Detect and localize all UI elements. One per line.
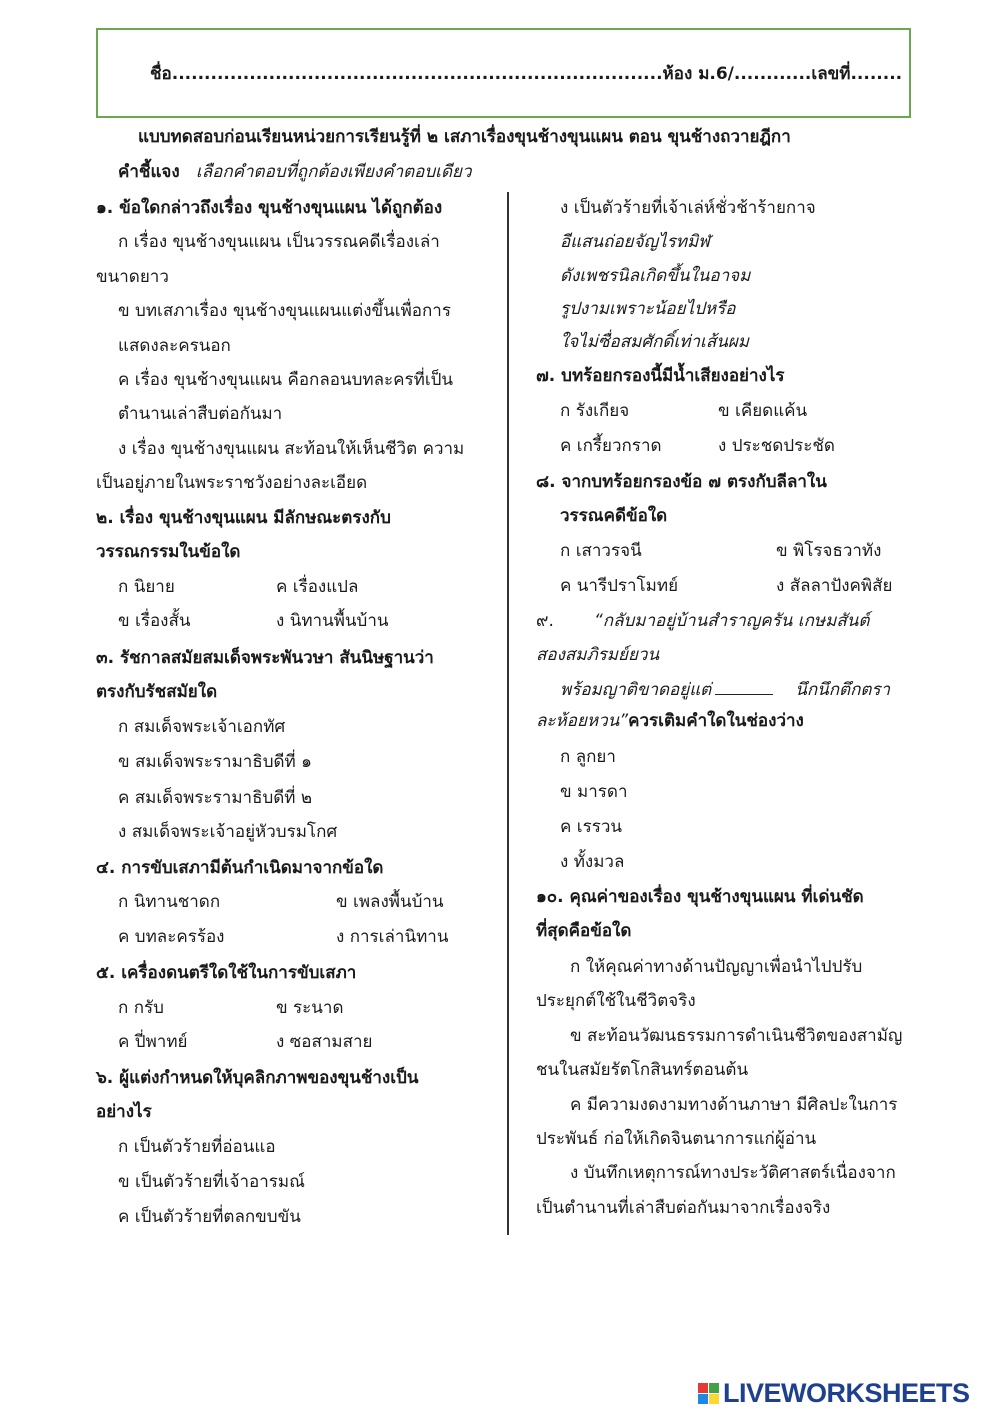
q8-stem: ๘. จากบทร้อยกรองข้อ ๗ ตรงกับลีลาใน — [536, 472, 827, 492]
q9-option-d[interactable]: ง ทั้งมวล — [560, 852, 625, 872]
q6-option-c[interactable]: ค เป็นตัวร้ายที่ตลกขบขัน — [118, 1207, 301, 1227]
name-class-number-line: ชื่อ............................................................................ห้อง ม.6/............เลขที่........ — [150, 64, 903, 84]
q5-stem: ๕. เครื่องดนตรีใดใช้ในการขับเสภา — [96, 963, 357, 983]
q5-option-c[interactable]: ค ปี่พาทย์ — [118, 1032, 188, 1052]
q1-option-c-cont: ตำนานเล่าสืบต่อกันมา — [118, 404, 283, 424]
q9-poem-line-1: “กลับมาอยู่บ้านสำราญครัน เกษมสันต์ — [594, 611, 870, 631]
q9-option-c[interactable]: ค เรรวน — [560, 817, 623, 837]
q1-option-b[interactable]: ข บทเสภาเรื่อง ขุนช้างขุนแผนแต่งขึ้นเพื่อการ — [118, 301, 451, 321]
q1-option-b-cont: แสดงละครนอก — [118, 336, 231, 356]
q9-poem-line-3-start: พร้อมญาติขาดอยู่แต่ — [560, 680, 712, 700]
logo-text: LIVEWORKSHEETS — [723, 1377, 970, 1408]
q3-option-d[interactable]: ง สมเด็จพระเจ้าอยู่หัวบรมโกศ — [118, 822, 338, 842]
q3-option-a[interactable]: ก สมเด็จพระเจ้าเอกทัศ — [118, 717, 286, 737]
instruction — [118, 160, 472, 184]
q2-option-d[interactable]: ง นิทานพื้นบ้าน — [276, 611, 389, 631]
q2-option-c[interactable]: ค เรื่องแปล — [276, 577, 359, 597]
poem-line-4: ใจไม่ซื่อสมศักดิ์เท่าเส้นผม — [560, 332, 750, 352]
q7-option-c[interactable]: ค เกรี้ยวกราด — [560, 436, 662, 456]
q10-stem-cont: ที่สุดคือข้อใด — [536, 921, 632, 941]
q1-option-d-cont: เป็นอยู่ภายในพระราชวังอย่างละเอียด — [96, 473, 368, 493]
q1-option-d[interactable]: ง เรื่อง ขุนช้างขุนแผน สะท้อนให้เห็นชีวิต ความ — [118, 439, 465, 459]
q10-option-d[interactable]: ง บันทึกเหตุการณ์ทางประวัติศาสตร์เนื่องจาก — [570, 1163, 896, 1183]
q2-option-a[interactable]: ก นิยาย — [118, 577, 175, 597]
q2-stem: ๒. เรื่อง ขุนช้างขุนแผน มีลักษณะตรงกับ — [96, 508, 391, 528]
fill-in-blank[interactable] — [715, 678, 773, 695]
q7-option-d[interactable]: ง ประชดประชัด — [718, 436, 835, 456]
q7-stem: ๗. บทร้อยกรองนี้มีน้ำเสียงอย่างไร — [536, 366, 785, 386]
q4-stem: ๔. การขับเสภามีต้นกำเนิดมาจากข้อใด — [96, 858, 384, 878]
q3-stem: ๓. รัชกาลสมัยสมเด็จพระพันวษา สันนิษฐานว่า — [96, 648, 434, 668]
liveworksheets-logo[interactable] — [698, 1378, 970, 1408]
q4-option-b[interactable]: ข เพลงพื้นบ้าน — [336, 892, 444, 912]
q9-option-b[interactable]: ข มารดา — [560, 782, 628, 802]
q7-option-a[interactable]: ก รังเกียจ — [560, 401, 630, 421]
q6-option-a[interactable]: ก เป็นตัวร้ายที่อ่อนแอ — [118, 1137, 276, 1157]
q6-option-d[interactable]: ง เป็นตัวร้ายที่เจ้าเล่ห์ชั่วช้าร้ายกาจ — [560, 198, 816, 218]
q3-option-b[interactable]: ข สมเด็จพระรามาธิบดีที่ ๑ — [118, 752, 312, 772]
q9-poem-line-4-start: ละห้อยหวน” — [536, 711, 629, 731]
page-title: แบบทดสอบก่อนเรียนหน่วยการเรียนรู้ที่ ๒ เสภาเรื่องขุนช้างขุนแผน ตอน ขุนช้างถวายฎีกา — [138, 127, 791, 147]
q1-option-a[interactable]: ก เรื่อง ขุนช้างขุนแผน เป็นวรรณคดีเรื่องเล่า — [118, 232, 440, 252]
q9-poem-line-4 — [536, 709, 804, 733]
q10-option-c-cont: ประพันธ์ ก่อให้เกิดจินตนาการแก่ผู้อ่าน — [536, 1129, 817, 1149]
logo-mark-icon — [698, 1383, 719, 1404]
q3-option-c[interactable]: ค สมเด็จพระรามาธิบดีที่ ๒ — [118, 788, 313, 808]
q9-poem-line-3 — [560, 678, 890, 702]
q3-stem-cont: ตรงกับรัชสมัยใด — [96, 682, 218, 702]
q6-stem: ๖. ผู้แต่งกำหนดให้บุคลิกภาพของขุนช้างเป็น — [96, 1068, 419, 1088]
q2-option-b[interactable]: ข เรื่องสั้น — [118, 611, 191, 631]
q9-poem-line-2: สองสมภิรมย์ยวน — [536, 645, 660, 665]
q9-option-a[interactable]: ก ลูกยา — [560, 747, 616, 767]
q8-option-d[interactable]: ง สัลลาปังคพิสัย — [776, 576, 893, 596]
instruction-label: คำชี้แจง — [118, 162, 180, 182]
q1-stem: ๑. ข้อใดกล่าวถึงเรื่อง ขุนช้างขุนแผน ได้ถูกต้อง — [96, 198, 443, 218]
q5-option-d[interactable]: ง ซอสามสาย — [276, 1032, 373, 1052]
q4-option-d[interactable]: ง การเล่านิทาน — [336, 927, 449, 947]
q1-option-c[interactable]: ค เรื่อง ขุนช้างขุนแผน คือกลอนบทละครที่เป็น — [118, 370, 454, 390]
q8-option-a[interactable]: ก เสาวรจนี — [560, 541, 642, 561]
column-divider — [507, 192, 509, 1235]
q5-option-b[interactable]: ข ระนาด — [276, 998, 344, 1018]
q7-option-b[interactable]: ข เคียดแค้น — [718, 401, 808, 421]
q2-stem-cont: วรรณกรรมในข้อใด — [96, 542, 241, 562]
q4-option-a[interactable]: ก นิทานชาดก — [118, 892, 221, 912]
poem-line-2: ดังเพชรนิลเกิดขึ้นในอาจม — [560, 266, 751, 286]
q6-option-b[interactable]: ข เป็นตัวร้ายที่เจ้าอารมณ์ — [118, 1172, 305, 1192]
q9-number: ๙. — [536, 611, 554, 631]
q10-option-c[interactable]: ค มีความงดงามทางด้านภาษา มีศิลปะในการ — [570, 1095, 898, 1115]
poem-line-3: รูปงามเพราะน้อยไปหรือ — [560, 299, 736, 319]
q8-option-b[interactable]: ข พิโรจธวาทัง — [776, 541, 882, 561]
q5-option-a[interactable]: ก กรับ — [118, 998, 164, 1018]
instruction-text: เลือกคำตอบที่ถูกต้องเพียงคำตอบเดียว — [195, 162, 472, 182]
q9-poem-line-3-end: นึกนึกตึกตรา — [795, 680, 891, 700]
q10-option-a[interactable]: ก ให้คุณค่าทางด้านปัญญาเพื่อนำไปปรับ — [570, 957, 863, 977]
q10-option-b[interactable]: ข สะท้อนวัฒนธรรมการดำเนินชีวิตของสามัญ — [570, 1026, 903, 1046]
q10-option-d-cont: เป็นตำนานที่เล่าสืบต่อกันมาจากเรื่องจริง — [536, 1198, 831, 1218]
q10-stem: ๑๐. คุณค่าของเรื่อง ขุนช้างขุนแผน ที่เด่นชัด — [536, 887, 864, 907]
q4-option-c[interactable]: ค บทละครร้อง — [118, 927, 225, 947]
poem-line-1: อีแสนถ่อยจัญไรทมิฬ — [560, 232, 710, 252]
q8-stem-cont: วรรณคดีข้อใด — [560, 506, 668, 526]
q9-stem: ควรเติมคำใดในช่องว่าง — [628, 711, 804, 731]
q1-option-a-cont: ขนาดยาว — [96, 267, 169, 287]
q10-option-b-cont: ชนในสมัยรัตโกสินทร์ตอนต้น — [536, 1060, 749, 1080]
q10-option-a-cont: ประยุกต์ใช้ในชีวิตจริง — [536, 991, 696, 1011]
q8-option-c[interactable]: ค นารีปราโมทย์ — [560, 576, 679, 596]
q6-stem-cont: อย่างไร — [96, 1102, 152, 1122]
